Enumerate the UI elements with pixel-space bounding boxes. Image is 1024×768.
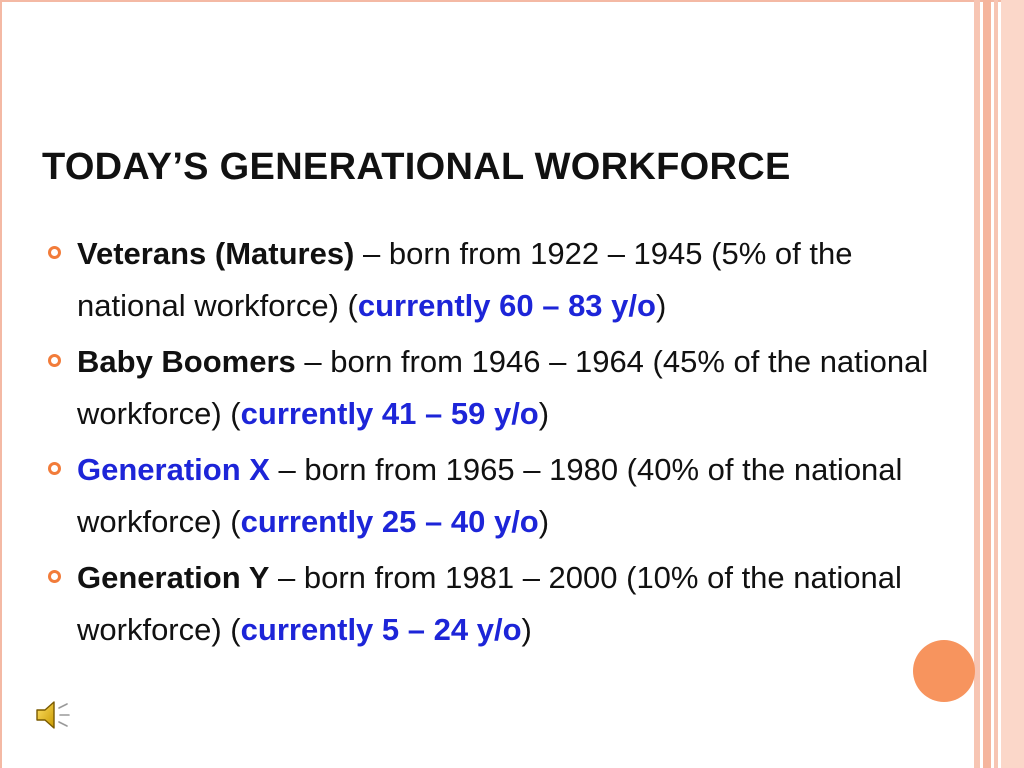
slide-title: TODAY’S GENERATIONAL WORKFORCE <box>42 146 791 188</box>
bullet-age-range: currently 5 – 24 y/o <box>240 612 522 647</box>
decorative-circle <box>913 640 975 702</box>
bullet-term: Veterans (Matures) <box>77 236 355 271</box>
stripe <box>994 0 998 768</box>
decorative-stripes <box>974 0 1024 768</box>
bullet-circle-icon <box>48 462 61 475</box>
bullet-list <box>46 228 946 660</box>
bullet-text: – born from 1946 – 1964 (45% of the national workforce) ( <box>77 344 929 431</box>
stripe <box>1001 0 1024 768</box>
stripe <box>974 0 980 768</box>
bullet-circle-icon <box>48 246 61 259</box>
bullet-circle-icon <box>48 354 61 367</box>
bullet-text-end: ) <box>521 612 532 647</box>
bullet-text: – born from 1922 – 1945 (5% of the national workforce) ( <box>77 236 853 323</box>
bullet-text-end: ) <box>655 288 667 323</box>
bullet-item-veterans <box>46 228 946 332</box>
bullet-term: Generation X <box>77 452 270 487</box>
bullet-item-generation-y <box>46 552 946 656</box>
bullet-circle-icon <box>48 570 61 583</box>
bullet-item-baby-boomers <box>46 336 946 440</box>
speaker-icon[interactable] <box>34 698 72 732</box>
bullet-term: Baby Boomers <box>77 344 296 379</box>
bullet-age-range: currently 60 – 83 y/o <box>357 288 656 323</box>
bullet-item-generation-x <box>46 444 946 548</box>
bullet-text-end: ) <box>538 396 550 431</box>
bullet-text: – born from 1981 – 2000 (10% of the national workforce) ( <box>77 560 902 647</box>
bullet-age-range: currently 41 – 59 y/o <box>240 396 539 431</box>
bullet-text-end: ) <box>538 504 550 539</box>
bullet-text: – born from 1965 – 1980 (40% of the national workforce) ( <box>77 452 903 539</box>
bullet-age-range: currently 25 – 40 y/o <box>240 504 539 539</box>
stripe <box>983 0 991 768</box>
bullet-term: Generation Y <box>77 560 270 595</box>
